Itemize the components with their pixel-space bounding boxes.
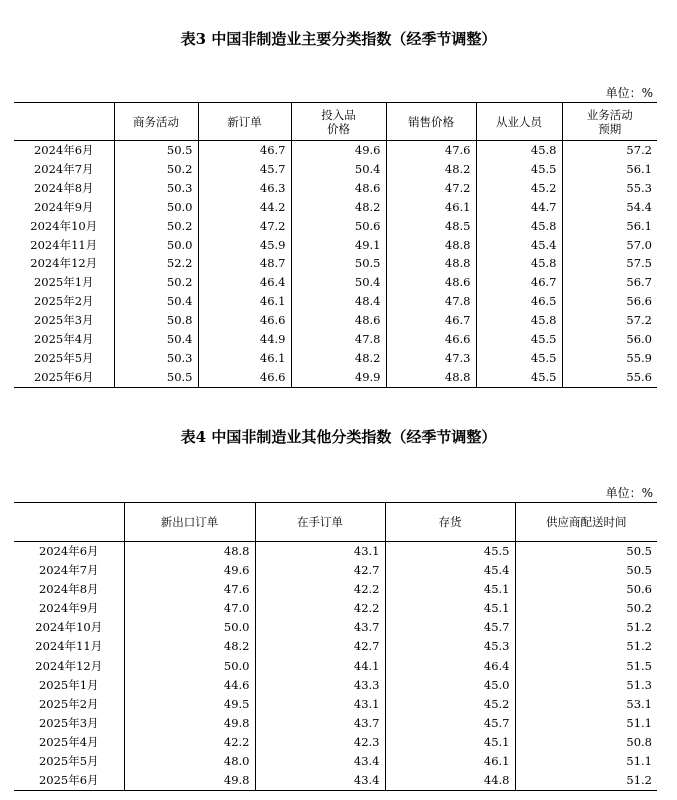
table4-cell: 49.6 [124, 561, 255, 580]
table3-cell: 50.3 [114, 349, 198, 368]
table3-col-header: 销售价格 [386, 103, 476, 141]
table4-cell: 51.3 [515, 676, 657, 695]
table3-cell: 50.0 [114, 236, 198, 255]
table3-row-label: 2025年4月 [33, 332, 94, 347]
table3-cell: 44.2 [198, 198, 291, 217]
table3-cell: 48.2 [291, 198, 386, 217]
table4-cell: 44.6 [124, 676, 255, 695]
table4-cell: 45.3 [385, 637, 515, 656]
table3-cell: 45.8 [476, 311, 562, 330]
table4-row [14, 695, 657, 714]
table3-cell: 45.8 [476, 254, 562, 273]
table4-cell: 49.5 [124, 695, 255, 714]
table3-cell: 50.0 [114, 198, 198, 217]
table3-cell: 46.7 [198, 141, 291, 160]
table3-cell: 45.9 [198, 236, 291, 255]
table3-row-label: 2025年3月 [33, 313, 94, 328]
table3-cell: 56.7 [562, 273, 657, 292]
table3-row [14, 198, 657, 217]
table4-row-label: 2025年4月 [38, 734, 99, 749]
table4-cell: 45.5 [385, 542, 515, 562]
table3-cell: 56.0 [562, 330, 657, 349]
table3-row-label: 2024年12月 [30, 256, 98, 271]
table3-row-label: 2024年6月 [33, 143, 94, 157]
table4 [14, 502, 657, 791]
table3-cell: 50.4 [291, 160, 386, 179]
table4-corner-cell [14, 503, 124, 542]
table3-col-header: 投入品 价格 [291, 103, 386, 141]
table4-row [14, 561, 657, 580]
table4-cell: 45.1 [385, 599, 515, 618]
table4-cell: 51.2 [515, 771, 657, 791]
table3-cell: 46.1 [198, 292, 291, 311]
table3-cell: 45.4 [476, 236, 562, 255]
table3-cell: 50.3 [114, 179, 198, 198]
table3-cell: 50.6 [291, 217, 386, 236]
table4-row [14, 637, 657, 656]
table4-row-label: 2025年5月 [38, 754, 99, 769]
table3-cell: 46.6 [198, 368, 291, 387]
table4-row-label: 2024年9月 [38, 601, 99, 616]
table4-row [14, 714, 657, 733]
table3 [14, 102, 657, 388]
table4-row-label: 2024年11月 [35, 639, 103, 654]
table3-col-header: 从业人员 [476, 103, 562, 141]
table3-row-label: 2024年11月 [30, 237, 98, 252]
table3-cell: 50.4 [114, 292, 198, 311]
table4-row [14, 618, 657, 637]
table3-cell: 49.6 [291, 141, 386, 160]
table4-cell: 43.1 [255, 542, 385, 562]
table3-cell: 48.8 [386, 236, 476, 255]
table3-row [14, 217, 657, 236]
table3-cell: 46.7 [386, 311, 476, 330]
table4-cell: 43.3 [255, 676, 385, 695]
table3-cell: 50.4 [114, 330, 198, 349]
table4-cell: 45.7 [385, 618, 515, 637]
table3-cell: 45.8 [476, 141, 562, 160]
table3-cell: 48.8 [386, 368, 476, 387]
table3-cell: 48.6 [291, 311, 386, 330]
table4-row-label: 2024年8月 [38, 582, 99, 597]
table3-row-label: 2025年1月 [33, 275, 94, 290]
table4-cell: 46.1 [385, 752, 515, 771]
table3-cell: 49.1 [291, 236, 386, 255]
table3-cell: 57.0 [562, 236, 657, 255]
table4-row-label: 2024年12月 [35, 658, 103, 673]
table4-cell: 48.0 [124, 752, 255, 771]
table3-cell: 56.6 [562, 292, 657, 311]
table3-row [14, 236, 657, 255]
table4-cell: 42.2 [255, 580, 385, 599]
table3-cell: 57.2 [562, 311, 657, 330]
table4-cell: 45.2 [385, 695, 515, 714]
table3-cell: 46.4 [198, 273, 291, 292]
table4-cell: 42.7 [255, 637, 385, 656]
table4-cell: 42.3 [255, 733, 385, 752]
table3-row [14, 349, 657, 368]
table3-cell: 47.2 [198, 217, 291, 236]
table4-cell: 43.7 [255, 618, 385, 637]
table3-cell: 46.1 [386, 198, 476, 217]
table3-header-row [14, 103, 657, 141]
table4-cell: 50.0 [124, 657, 255, 676]
table3-cell: 46.6 [386, 330, 476, 349]
table4-cell: 51.1 [515, 714, 657, 733]
table4-row-label: 2025年6月 [14, 771, 124, 791]
table4-row [14, 733, 657, 752]
table3-col-header: 新订单 [198, 103, 291, 141]
table4-cell: 53.1 [515, 695, 657, 714]
table3-cell: 57.5 [562, 254, 657, 273]
table3-col-header: 商务活动 [114, 103, 198, 141]
table4-row-label: 2024年7月 [38, 563, 99, 578]
table4-cell: 45.0 [385, 676, 515, 695]
table3-cell: 44.7 [476, 198, 562, 217]
table3-cell: 50.2 [114, 160, 198, 179]
table4-row [14, 752, 657, 771]
table3-cell: 47.8 [291, 330, 386, 349]
table3-cell: 50.5 [114, 368, 198, 387]
table3-cell: 55.3 [562, 179, 657, 198]
table3-cell: 46.6 [198, 311, 291, 330]
table4-title: 表4 中国非制造业其他分类指数（经季节调整） [180, 428, 497, 446]
table4-row [14, 599, 657, 618]
table3-cell: 48.2 [386, 160, 476, 179]
table3-cell: 50.2 [114, 273, 198, 292]
table3-title: 表3 中国非制造业主要分类指数（经季节调整） [180, 30, 497, 48]
table3-cell: 45.5 [476, 160, 562, 179]
table3-row-label: 2024年7月 [33, 161, 94, 176]
table4-col-header: 在手订单 [255, 503, 385, 542]
table4-header-row [14, 503, 657, 542]
table3-cell: 46.5 [476, 292, 562, 311]
table4-unit: 单位：% [605, 486, 653, 500]
table3-cell: 56.1 [562, 217, 657, 236]
table3-cell: 56.1 [562, 160, 657, 179]
table3-cell: 45.5 [476, 368, 562, 387]
table3-row-label: 2024年10月 [30, 218, 98, 233]
table3-row-label: 2024年8月 [33, 180, 94, 195]
table3-corner-cell [14, 103, 114, 141]
table4-cell: 50.6 [515, 580, 657, 599]
table3-cell: 50.4 [291, 273, 386, 292]
table4-cell: 48.8 [124, 542, 255, 562]
table3-cell: 47.8 [386, 292, 476, 311]
table3-cell: 54.4 [562, 198, 657, 217]
table4-row [14, 542, 657, 562]
table4-row-label: 2025年1月 [38, 677, 99, 692]
table3-cell: 45.5 [476, 349, 562, 368]
table4-cell: 43.4 [255, 752, 385, 771]
table4-row-label: 2024年10月 [35, 620, 103, 635]
table3-row [14, 179, 657, 198]
table3-cell: 48.5 [386, 217, 476, 236]
table4-col-header: 新出口订单 [124, 503, 255, 542]
table4-cell: 46.4 [385, 657, 515, 676]
table3-cell: 48.8 [386, 254, 476, 273]
table4-row-label: 2024年6月 [38, 544, 99, 558]
table4-cell: 51.2 [515, 637, 657, 656]
table3-row-label: 2024年9月 [33, 199, 94, 214]
table3-cell: 45.5 [476, 330, 562, 349]
table4-cell: 42.7 [255, 561, 385, 580]
table3-row-label: 2025年2月 [33, 294, 94, 309]
table3-cell: 50.5 [114, 141, 198, 160]
table4-row [14, 580, 657, 599]
table4-row-label: 2025年3月 [38, 715, 99, 730]
table3-row [14, 368, 657, 387]
table3-cell: 44.9 [198, 330, 291, 349]
table3-cell: 47.6 [386, 141, 476, 160]
table4-cell: 47.0 [124, 599, 255, 618]
table3-cell: 47.2 [386, 179, 476, 198]
table4-cell: 51.2 [515, 618, 657, 637]
table4-row [14, 676, 657, 695]
table4-cell: 50.0 [124, 618, 255, 637]
table3-cell: 50.5 [291, 254, 386, 273]
table3-cell: 48.6 [386, 273, 476, 292]
table3-row-label: 2025年6月 [14, 368, 114, 387]
table3-row [14, 292, 657, 311]
table4-row-label: 2025年2月 [38, 696, 99, 711]
table3-cell: 46.3 [198, 179, 291, 198]
table4-cell: 50.8 [515, 733, 657, 752]
table3-cell: 45.8 [476, 217, 562, 236]
table4-cell: 45.7 [385, 714, 515, 733]
table4-cell: 51.5 [515, 657, 657, 676]
table3-cell: 50.2 [114, 217, 198, 236]
table3-row [14, 141, 657, 160]
table4-cell: 49.8 [124, 771, 255, 791]
table4-cell: 45.1 [385, 733, 515, 752]
table4-cell: 43.4 [255, 771, 385, 791]
table4-cell: 47.6 [124, 580, 255, 599]
table4-cell: 44.8 [385, 771, 515, 791]
table4-col-header: 供应商配送时间 [515, 503, 657, 542]
table3-cell: 48.7 [198, 254, 291, 273]
table3-cell: 47.3 [386, 349, 476, 368]
table3-row [14, 330, 657, 349]
table4-cell: 44.1 [255, 657, 385, 676]
table4-cell: 48.2 [124, 637, 255, 656]
table4-cell: 50.5 [515, 542, 657, 562]
table3-cell: 52.2 [114, 254, 198, 273]
table4-cell: 42.2 [124, 733, 255, 752]
table3-row [14, 254, 657, 273]
table3-cell: 45.2 [476, 179, 562, 198]
table3-cell: 50.8 [114, 311, 198, 330]
table3-cell: 57.2 [562, 141, 657, 160]
table3-cell: 46.1 [198, 349, 291, 368]
table4-cell: 50.5 [515, 561, 657, 580]
table4-cell: 50.2 [515, 599, 657, 618]
table4-cell: 51.1 [515, 752, 657, 771]
table4-cell: 43.7 [255, 714, 385, 733]
table4-cell: 42.2 [255, 599, 385, 618]
table4-row [14, 657, 657, 676]
table4-cell: 45.4 [385, 561, 515, 580]
table4-cell: 45.1 [385, 580, 515, 599]
table3-row [14, 273, 657, 292]
table3-cell: 48.2 [291, 349, 386, 368]
table3-row [14, 160, 657, 179]
table3-cell: 48.4 [291, 292, 386, 311]
table3-col-header: 业务活动 预期 [562, 103, 657, 141]
table4-cell: 49.8 [124, 714, 255, 733]
table3-cell: 45.7 [198, 160, 291, 179]
table4-col-header: 存货 [385, 503, 515, 542]
table3-cell: 55.6 [562, 368, 657, 387]
table4-cell: 43.1 [255, 695, 385, 714]
table3-cell: 49.9 [291, 368, 386, 387]
table3-unit: 单位：% [605, 86, 653, 100]
table3-cell: 55.9 [562, 349, 657, 368]
table4-row [14, 771, 657, 791]
table3-cell: 48.6 [291, 179, 386, 198]
table3-row [14, 311, 657, 330]
table3-cell: 46.7 [476, 273, 562, 292]
table3-row-label: 2025年5月 [33, 350, 94, 365]
